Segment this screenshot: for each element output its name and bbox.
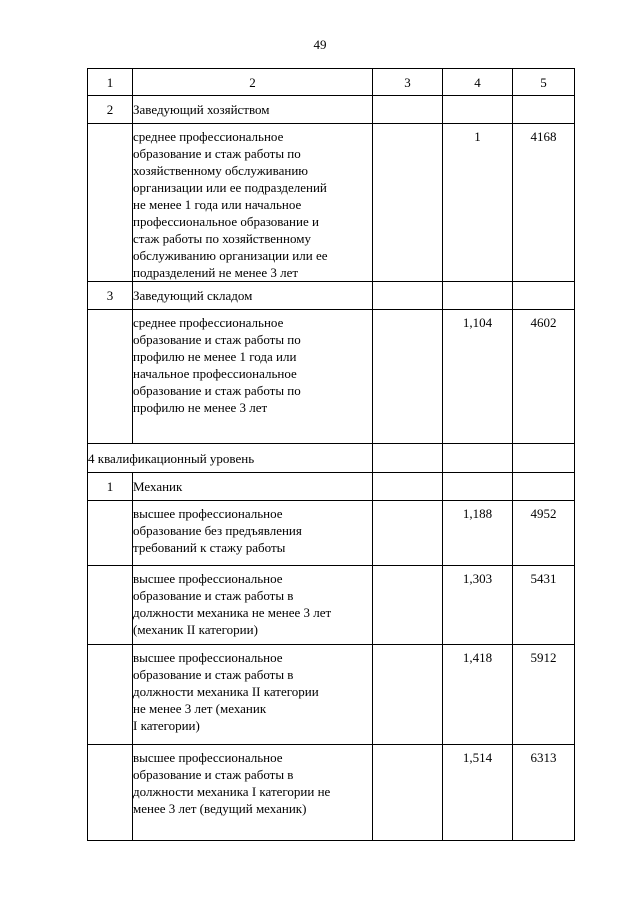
empty-cell — [443, 444, 513, 473]
column-3-value — [373, 124, 443, 282]
position-title: Заведующий складом — [133, 282, 373, 310]
salary-value: 4168 — [513, 124, 575, 282]
coefficient-value: 1,104 — [443, 310, 513, 444]
column-3-value — [373, 310, 443, 444]
column-3-value — [373, 745, 443, 841]
tariff-table — [87, 68, 575, 841]
requirement-text: высшее профессиональное образование и стаж работы в должности механика I категории не менее 3 лет (ведущий механик) — [133, 745, 373, 841]
table-header-row — [88, 69, 575, 96]
requirement-row — [88, 501, 575, 566]
requirement-row — [88, 745, 575, 841]
empty-cell — [373, 473, 443, 501]
coefficient-value: 1,303 — [443, 566, 513, 645]
empty-cell — [443, 282, 513, 310]
column-header-1: 1 — [88, 69, 133, 96]
empty-cell — [513, 282, 575, 310]
page-number: 49 — [313, 37, 327, 52]
requirement-text: среднее профессиональное образование и стаж работы по хозяйственному обслуживанию организации или ее подразделений не менее 1 года или начальное профессиональное образование и стаж работы по хозяйственному обслуживанию организации или ее подразделений не менее 3 лет — [133, 124, 373, 282]
column-header-5: 5 — [513, 69, 575, 96]
position-title: Механик — [133, 473, 373, 501]
empty-cell — [443, 473, 513, 501]
salary-value: 5431 — [513, 566, 575, 645]
column-3-value — [373, 501, 443, 566]
empty-cell — [373, 444, 443, 473]
position-title: Заведующий хозяйством — [133, 96, 373, 124]
empty-cell — [373, 282, 443, 310]
requirement-text: среднее профессиональное образование и стаж работы по профилю не менее 1 года или начальное профессиональное образование и стаж работы по профилю не менее 3 лет — [133, 310, 373, 444]
column-3-value — [373, 645, 443, 745]
coefficient-value: 1,418 — [443, 645, 513, 745]
coefficient-value: 1 — [443, 124, 513, 282]
coefficient-value: 1,514 — [443, 745, 513, 841]
requirement-row — [88, 645, 575, 745]
empty-cell — [88, 745, 133, 841]
column-header-2: 2 — [133, 69, 373, 96]
position-row — [88, 282, 575, 310]
empty-cell — [88, 501, 133, 566]
position-row — [88, 473, 575, 501]
empty-cell — [88, 124, 133, 282]
position-number: 2 — [88, 96, 133, 124]
requirement-text: высшее профессиональное образование и стаж работы в должности механика не менее 3 лет (механик II категории) — [133, 566, 373, 645]
salary-value: 4602 — [513, 310, 575, 444]
empty-cell — [373, 96, 443, 124]
empty-cell — [88, 566, 133, 645]
requirement-text: высшее профессиональное образование без предъявления требований к стажу работы — [133, 501, 373, 566]
coefficient-value: 1,188 — [443, 501, 513, 566]
salary-value: 6313 — [513, 745, 575, 841]
empty-cell — [513, 473, 575, 501]
empty-cell — [513, 444, 575, 473]
empty-cell — [88, 310, 133, 444]
requirement-row — [88, 124, 575, 282]
requirement-row — [88, 566, 575, 645]
salary-value: 5912 — [513, 645, 575, 745]
empty-cell — [88, 645, 133, 745]
requirement-row — [88, 310, 575, 444]
requirement-text: высшее профессиональное образование и стаж работы в должности механика II категории не менее 3 лет (механик I категории) — [133, 645, 373, 745]
position-number: 1 — [88, 473, 133, 501]
column-header-4: 4 — [443, 69, 513, 96]
salary-value: 4952 — [513, 501, 575, 566]
column-3-value — [373, 566, 443, 645]
position-number: 3 — [88, 282, 133, 310]
column-header-3: 3 — [373, 69, 443, 96]
empty-cell — [443, 96, 513, 124]
qualification-level-title: 4 квалификационный уровень — [88, 444, 373, 473]
position-row — [88, 96, 575, 124]
empty-cell — [513, 96, 575, 124]
qualification-level-row — [88, 444, 575, 473]
